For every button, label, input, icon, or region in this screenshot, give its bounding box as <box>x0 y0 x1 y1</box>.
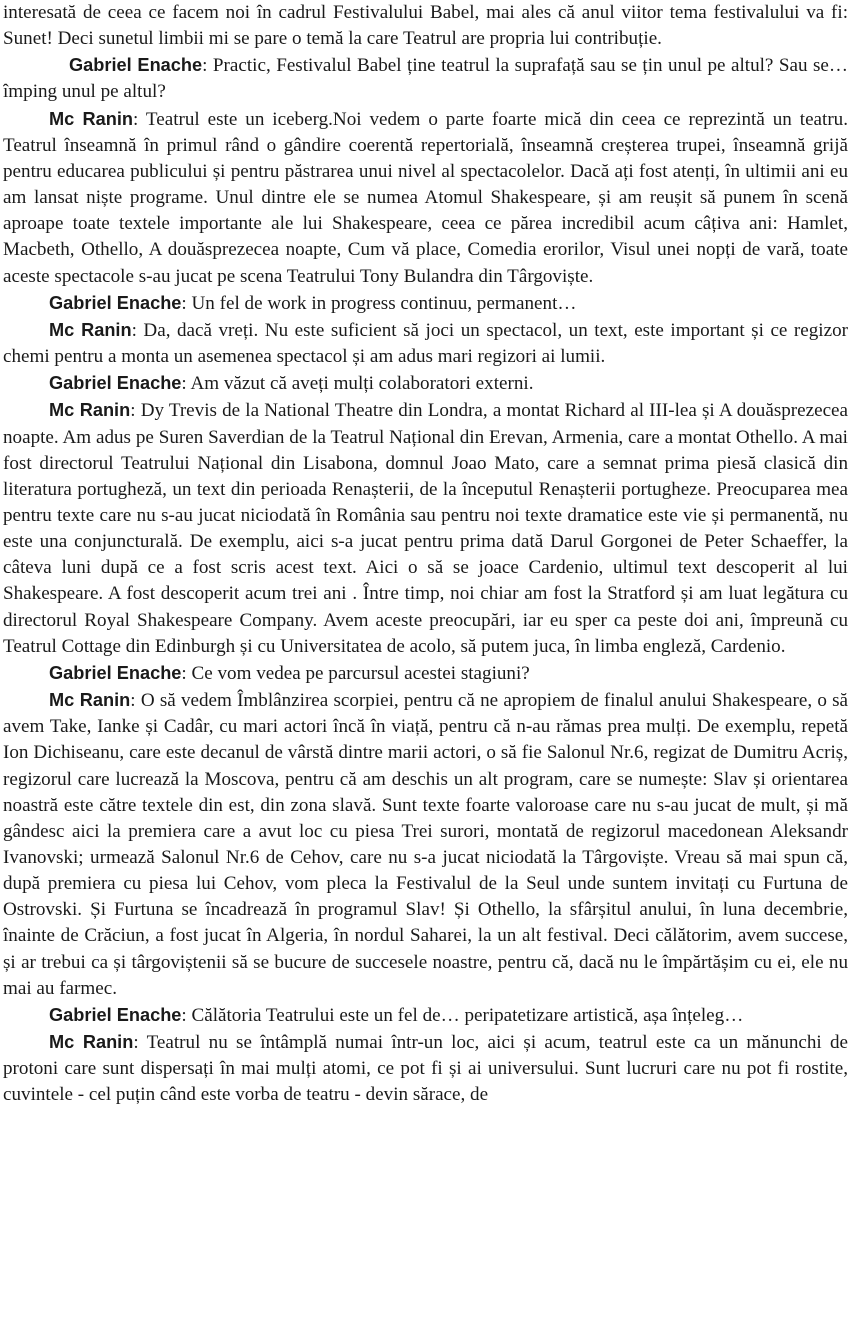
paragraph-4 <box>3 290 848 317</box>
paragraph-10-text: : Călătoria Teatrului este un fel de… peripatetizare artistică, așa înțeleg… <box>181 1004 744 1026</box>
document-page <box>3 0 848 1321</box>
speaker-name: Mc Ranin <box>49 400 131 421</box>
paragraph-9-text: : O să vedem Îmblânzirea scorpiei, pentru că ne apropiem de finalul anului Shakespeare, o să avem Take, Ianke și Cadâr, cu mari actori încă în viață, pentru că n-au rămas prea mulți. De exemplu, repetă Ion Dichiseanu, care este decanul de vârstă dintre marii actori, o să fie Salonul Nr.6, regizat de Dumitru Acriș, regizorul care lucrează la Moscova, pentru că am deschis un alt program, care se numește: Slav și orientarea noastră este către textele din est, din zona slavă. Sunt texte foarte valoroase care nu s-au jucat de mult, și mă gândesc aici la premiera care a avut loc cu piesa Trei surori, montată de regizorul macedonean Aleksandr Ivanovski; urmează Salonul Nr.6 de Cehov, care nu s-a jucat niciodată la Târgoviște. Vreau să mai spun că, după premiera cu piesa lui Cehov, vom pleca la Festivalul de la Seul unde suntem invitați cu Furtuna de Ostrovski. Și Furtuna se încadrează în programul Slav! Și Othello, la sfârșitul anului, în luna decembrie, înainte de Crăciun, a fost jucat în Algeria, în nordul Saharei, la un alt festival. Deci călătorim, avem succese, și ar trebui ca și târgoviștenii să se bucure de succesele noastre, pentru că, dacă nu le împărtășim cu ei, ele nu mai au farmec. <box>3 690 848 999</box>
paragraph-4-text: : Un fel de work in progress continuu, permanent… <box>181 292 577 314</box>
speaker-name: Mc Ranin <box>49 1032 134 1053</box>
paragraph-3 <box>3 106 848 290</box>
paragraph-9 <box>3 687 848 1002</box>
paragraph-11 <box>3 1029 848 1108</box>
paragraph-8 <box>3 660 848 687</box>
paragraph-1-text: interesată de ceea ce facem noi în cadrul Festivalului Babel, mai ales că anul viitor tema festivalului va fi: Sunet! Deci sunetul limbii mi se pare o temă la care Teatrul are propria lui contribuție. <box>3 2 848 50</box>
paragraph-3-text: : Teatrul este un iceberg.Noi vedem o parte foarte mică din ceea ce reprezintă un teatru. Teatrul înseamnă în primul rând o gândire coerentă repertorială, înseamnă creșterea trupei, înseamnă grijă pentru educarea publicului și pentru păstrarea unui nivel al spectacolelor. Dacă ați fost atenți, în ultimii ani eu am lansat niște programe. Unul dintre ele se numea Atomul Shakespeare, și am reușit să punem în scenă aproape toate textele importante ale lui Shakespeare, ceea ce părea incredibil acum câțiva ani: Hamlet, Macbeth, Othello, A douăsprezecea noapte, Cum vă place, Comedia erorilor, Visul unei nopți de vară, toate aceste spectacole s-au jucat pe scena Teatrului Tony Bulandra din Târgoviște. <box>3 108 848 287</box>
speaker-name: Gabriel Enache <box>49 373 182 394</box>
speaker-name: Gabriel Enache <box>49 1004 182 1025</box>
paragraph-2-text: : Practic, Festivalul Babel ține teatrul la suprafață sau se țin unul pe altul? Sau se… împing unul pe altul? <box>3 55 848 103</box>
paragraph-7-text: : Dy Trevis de la National Theatre din Londra, a montat Richard al III-lea și A douăsprezecea noapte. Am adus pe Suren Saverdian de la Teatrul Național din Erevan, Armenia, care a montat Othello. A mai fost directorul Teatrului Național din Lisabona, domnul Joao Mato, care a semnat prima piesă clasică din literatura portugheză, un text din perioada Renașterii, de la începutul Renașterii portugheze. Preocuparea mea pentru texte care nu s-au jucat niciodată în România sau pentru noi texte dramatice este vie și permanentă, nu este una conjuncturală. De exemplu, aici s-a jucat pentru prima dată Darul Gorgonei de Peter Schaeffer, la câteva luni după ce a fost scris acest text. Aici o să se joace Cardenio, ultimul text descoperit al lui Shakespeare. A fost descoperit acum trei ani . Între timp, noi chiar am fost la Stratford și am luat legătura cu directorul Royal Shakespeare Company. Avem aceste preocupări, iar eu sper ca peste doi ani, împreună cu Teatrul Cottage din Edinburgh și cu Universitatea de acolo, să putem juca, în limba engleză, Cardenio. <box>3 400 848 657</box>
paragraph-7 <box>3 397 848 660</box>
speaker-name: Mc Ranin <box>49 108 134 129</box>
speaker-name: Gabriel Enache <box>49 292 182 313</box>
speaker-name: Mc Ranin <box>49 690 131 711</box>
paragraph-5-text: : Da, dacă vreți. Nu este suficient să joci un spectacol, un text, este important și ce regizor chemi pentru a monta un asemenea spectacol și am adus mari regizori ai lumii. <box>3 319 848 368</box>
paragraph-1 <box>3 0 848 52</box>
paragraph-2 <box>3 52 848 105</box>
paragraph-8-text: : Ce vom vedea pe parcursul acestei stagiuni? <box>181 662 530 684</box>
speaker-name: Gabriel Enache <box>49 662 182 683</box>
paragraph-5 <box>3 317 848 370</box>
speaker-name: Mc Ranin <box>49 319 132 340</box>
paragraph-11-text: : Teatrul nu se întâmplă numai într-un loc, aici și acum, teatrul este ca un mănunchi de protoni care sunt dispersați în mai mulți atomi, ce pot fi și ai universului. Sunt lucruri care nu pot fi rostite, cuvintele - cel puțin când este vorba de teatru - devin sărace, de <box>3 1032 848 1106</box>
paragraph-6 <box>3 370 848 397</box>
paragraph-6-text: : Am văzut că aveți mulți colaboratori externi. <box>181 373 534 395</box>
paragraph-10 <box>3 1002 848 1029</box>
speaker-name: Gabriel Enache <box>69 55 203 76</box>
